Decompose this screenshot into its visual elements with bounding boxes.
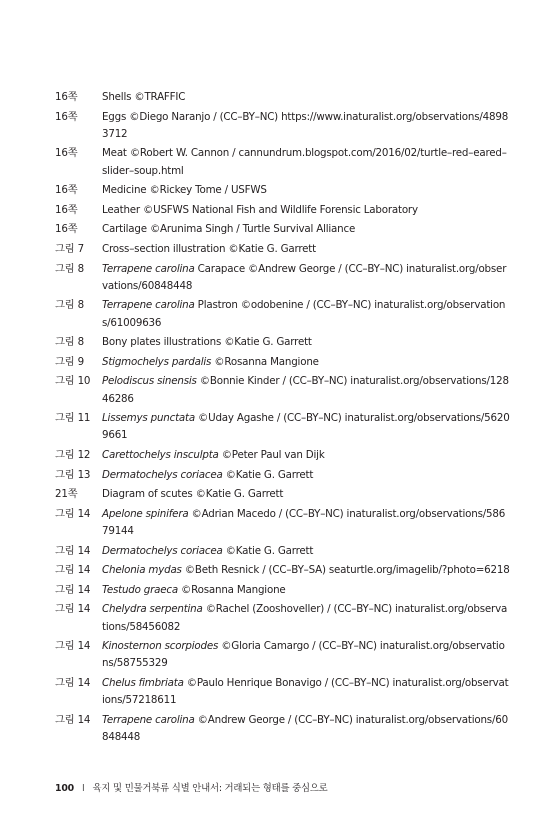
credit-text — [102, 202, 510, 219]
credit-row — [55, 562, 510, 579]
credit-label: 16쪽 — [55, 223, 78, 236]
credit-source: ©Rachel (Zooshoveller) / (CC–BY–NC) inaturalist.org/observations/58456082 — [102, 603, 508, 633]
credit-source: ©Adrian Macedo / (CC–BY–NC) inaturalist.org/observations/58679144 — [102, 507, 506, 537]
credit-label: 그림 14 — [55, 640, 91, 653]
credit-text — [102, 712, 510, 746]
credit-label: 그림 14 — [55, 507, 91, 520]
credit-row — [55, 486, 510, 503]
credit-row — [55, 202, 510, 219]
credit-text — [102, 486, 510, 503]
credit-label: 그림 10 — [55, 375, 91, 388]
credit-row — [55, 447, 510, 464]
credit-row — [55, 109, 510, 143]
credit-text — [102, 506, 510, 540]
credit-row — [55, 506, 510, 540]
credit-row — [55, 638, 510, 672]
credit-label: 그림 9 — [55, 355, 84, 368]
credit-text — [102, 221, 510, 238]
species-name: Terrapene carolina — [102, 713, 195, 726]
credit-source: ©Andrew George / (CC–BY–NC) inaturalist.org/observations/60848448 — [102, 713, 508, 743]
credit-source: Eggs ©Diego Naranjo / (CC–BY–NC) https://www.inaturalist.org/observations/48983712 — [102, 110, 509, 140]
credit-source: ©Beth Resnick / (CC–BY–SA) seaturtle.org/imagelib/?photo=6218 — [181, 564, 510, 577]
species-name: Apelone spinifera — [102, 507, 189, 520]
species-name: Pelodiscus sinensis — [102, 375, 197, 388]
credit-source: Diagram of scutes ©Katie G. Garrett — [102, 488, 284, 501]
species-name: Carettochelys insculpta — [102, 448, 219, 461]
credit-row — [55, 334, 510, 351]
credit-text — [102, 109, 510, 143]
credit-text — [102, 638, 510, 672]
credit-row — [55, 354, 510, 371]
credit-label: 그림 11 — [55, 412, 91, 425]
page-number: 100 — [55, 783, 74, 794]
species-name: Kinosternon scorpiodes — [102, 640, 219, 653]
credit-label: 16쪽 — [55, 184, 78, 197]
species-name: Chelus fimbriata — [102, 676, 184, 689]
credit-row — [55, 221, 510, 238]
credit-label: 그림 13 — [55, 468, 91, 481]
credit-row — [55, 601, 510, 635]
credit-label: 그림 8 — [55, 262, 84, 275]
credit-source: ©Paulo Henrique Bonavigo / (CC–BY–NC) inaturalist.org/observations/57218611 — [102, 676, 509, 707]
credit-source: ©Rosanna Mangione — [211, 355, 319, 368]
credit-label: 그림 14 — [55, 564, 91, 577]
credit-source: Plastron ©odobenine / (CC–BY–NC) inaturalist.org/observations/61009636 — [102, 299, 506, 329]
credit-text — [102, 675, 510, 709]
species-name: Dermatochelys coriacea — [102, 544, 223, 557]
credit-source: Shells ©TRAFFIC — [102, 91, 186, 103]
credit-source: Cartilage ©Arunima Singh / Turtle Survival Alliance — [102, 223, 356, 236]
credit-row — [55, 297, 510, 331]
credit-row — [55, 145, 510, 179]
credit-text — [102, 89, 510, 106]
species-name: Dermatochelys coriacea — [102, 468, 223, 481]
species-name: Terrapene carolina — [102, 262, 195, 275]
credit-label: 그림 14 — [55, 713, 91, 726]
species-name: Testudo graeca — [102, 583, 178, 596]
credit-text — [102, 467, 510, 484]
credit-source: Bony plates illustrations ©Katie G. Garrett — [102, 336, 312, 349]
credit-text — [102, 373, 510, 407]
credit-text — [102, 182, 510, 199]
credit-row — [55, 373, 510, 407]
credit-label: 그림 8 — [55, 299, 84, 312]
credit-source: ©Peter Paul van Dijk — [218, 448, 325, 461]
credit-row — [55, 543, 510, 560]
credit-text — [102, 297, 510, 331]
credit-text — [102, 261, 510, 295]
credit-text — [102, 145, 510, 179]
credit-source: Leather ©USFWS National Fish and Wildlife Forensic Laboratory — [102, 203, 418, 216]
credit-label: 21쪽 — [55, 488, 78, 501]
credit-row — [55, 89, 510, 106]
credit-row — [55, 410, 510, 444]
credit-label: 그림 14 — [55, 676, 91, 689]
credit-text — [102, 334, 510, 351]
credit-text — [102, 562, 510, 579]
credit-source: ©Gloria Camargo / (CC–BY–NC) inaturalist.org/observations/58755329 — [102, 640, 505, 670]
credit-source: ©Rosanna Mangione — [177, 583, 286, 596]
credit-text — [102, 447, 510, 464]
species-name: Lissemys punctata — [102, 412, 195, 425]
credit-row — [55, 261, 510, 295]
species-name: Terrapene carolina — [102, 299, 195, 312]
credit-text — [102, 582, 510, 599]
credit-label: 그림 14 — [55, 544, 91, 557]
footer-separator: I — [81, 783, 85, 794]
credit-source: ©Katie G. Garrett — [222, 468, 314, 481]
credit-source: Meat ©Robert W. Cannon / cannundrum.blogspot.com/2016/02/turtle–red–eared–slider–soup.html — [102, 147, 507, 177]
credit-text — [102, 601, 510, 635]
photo-credits-list — [55, 89, 510, 748]
credit-label: 16쪽 — [55, 147, 78, 160]
credit-source: ©Uday Agashe / (CC–BY–NC) inaturalist.org/observations/56209661 — [102, 412, 510, 442]
page-footer — [55, 780, 328, 794]
book-title: 육지 및 민물거북류 식별 안내서: 거래되는 형태를 중심으로 — [92, 783, 328, 794]
credit-label: 16쪽 — [55, 91, 78, 103]
credit-row — [55, 675, 510, 709]
credit-text — [102, 241, 510, 258]
species-name: Chelydra serpentina — [102, 603, 203, 616]
credit-row — [55, 182, 510, 199]
credit-row — [55, 467, 510, 484]
credit-label: 그림 7 — [55, 242, 84, 255]
credit-label: 그림 14 — [55, 603, 91, 616]
credit-label: 그림 12 — [55, 448, 91, 461]
credit-row — [55, 712, 510, 746]
credit-text — [102, 410, 510, 444]
credit-label: 그림 8 — [55, 336, 84, 349]
credit-row — [55, 582, 510, 599]
credit-text — [102, 354, 510, 371]
credit-label: 16쪽 — [55, 203, 78, 216]
species-name: Chelonia mydas — [102, 564, 182, 577]
credit-text — [102, 543, 510, 560]
credit-label: 그림 14 — [55, 583, 91, 596]
species-name: Stigmochelys pardalis — [102, 355, 212, 368]
credit-source: Medicine ©Rickey Tome / USFWS — [102, 184, 267, 197]
credit-row — [55, 241, 510, 258]
credit-source: Cross–section illustration ©Katie G. Garrett — [102, 242, 316, 255]
credit-source: Carapace ©Andrew George / (CC–BY–NC) inaturalist.org/observations/60848448 — [102, 262, 507, 292]
credit-source: ©Katie G. Garrett — [222, 544, 314, 557]
credit-source: ©Bonnie Kinder / (CC–BY–NC) inaturalist.org/observations/12846286 — [102, 375, 509, 405]
credit-label: 16쪽 — [55, 110, 78, 123]
